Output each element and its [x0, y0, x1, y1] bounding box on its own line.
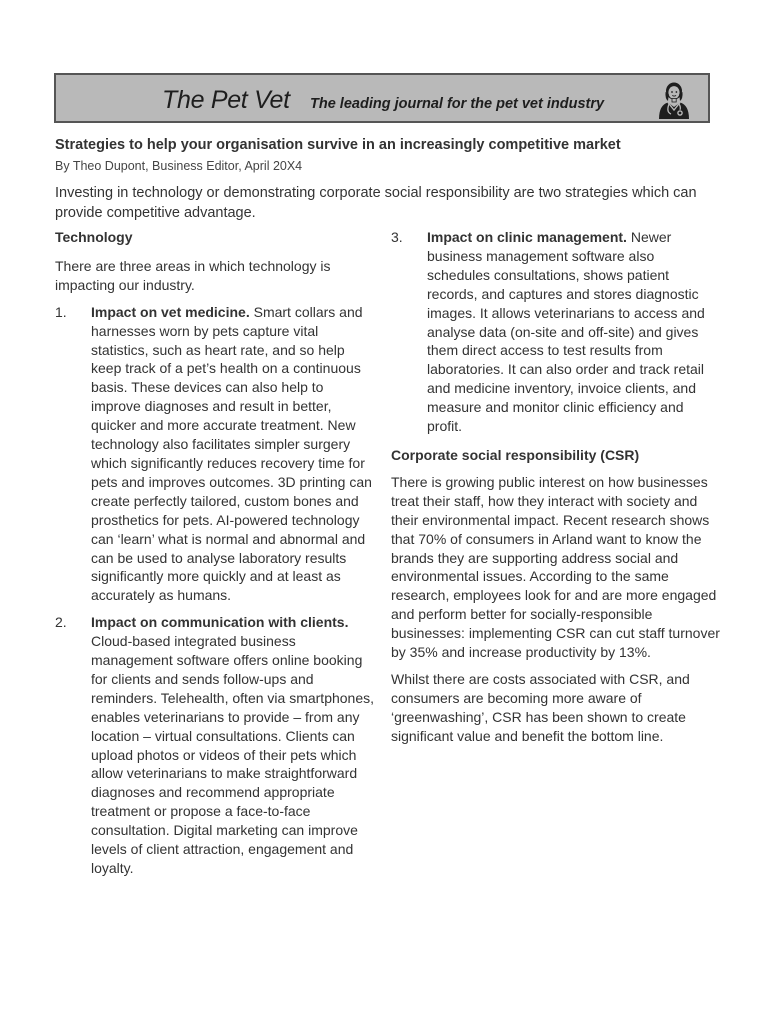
csr-heading: Corporate social responsibility (CSR) — [391, 446, 640, 463]
technology-heading: Technology — [55, 229, 133, 245]
article-byline: By Theo Dupont, Business Editor, April 20X4 — [55, 159, 303, 173]
left-column — [55, 228, 375, 878]
item-lead: Impact on clinic management. — [427, 229, 627, 245]
item-text: Newer business management software also schedules consultations, shows patient records, and captures and stores diagnostic images. It allows veterinarians to access and analyse data (on-site and off-site) and gives them direct access to test results from laboratories. It can also order and track retail and medicine inventory, invoice clients, and measure and monitor clinic efficiency and profit. — [427, 229, 705, 435]
item-text: Cloud-based integrated business management software offers online booking for clients and sends follow-ups and reminders. Telehealth, often via smartphones, enables veterinarians to provide – from any location – virtual consultations. Clients can upload photos or videos of their pets which allow veterinarians to make straightforward diagnoses and recommend appropriate treatment or propose a face-to-face consultation. Digital marketing can improve levels of client attraction, engagement and loyalty. — [91, 633, 375, 876]
article-intro: Investing in technology or demonstrating corporate social responsibility are two strategies which can provide competitive advantage. — [55, 185, 697, 221]
masthead — [54, 73, 710, 123]
csr-paragraph-2: Whilst there are costs associated with CSR, and consumers are becoming more aware of ‘greenwashing’, CSR has been shown to create significant value and benefit the bottom line. — [391, 670, 690, 744]
item-number: 2. — [55, 614, 67, 631]
technology-item-3 — [391, 228, 721, 436]
item-text: Smart collars and harnesses worn by pets capture vital statistics, such as heart rate, and so help keep track of a pet’s health on a continuous basis. These devices can also help to improve diagnoses and result in better, quicker and more accurate treatment. New technology also facilitates simpler surgery which significantly reduces recovery time for pets and improves outcomes. 3D printing can create perfectly tailored, custom bones and prosthetics for pets. AI-powered technology can ‘learn’ what is normal and abnormal and can be used to analyse laboratory results significantly more quickly and at least as accurately as humans. — [91, 303, 372, 604]
technology-item-2 — [55, 613, 375, 878]
technology-intro: There are three areas in which technology is impacting our industry. — [55, 257, 331, 293]
article-headline: Strategies to help your organisation survive in an increasingly competitive market — [55, 137, 621, 153]
technology-item-1 — [55, 303, 375, 606]
csr-paragraph-1: There is growing public interest on how businesses treat their staff, how they interact with society and their environmental impact. Recent research shows that 70% of consumers in Arland want to know the brands they are supporting address social and environmental issues. According to the same research, employees look for and are more engaged and perform better for socially-responsible businesses: implementing CSR can cut staff turnover by 35% and increase productivity by 13%. — [391, 473, 720, 661]
item-lead: Impact on communication with clients. — [91, 614, 349, 631]
journal-title: The Pet Vet — [162, 86, 290, 114]
right-column — [391, 228, 721, 746]
veterinarian-icon — [654, 80, 696, 120]
journal-tagline: The leading journal for the pet vet industry — [310, 96, 605, 112]
item-lead: Impact on vet medicine. — [91, 303, 250, 320]
item-number: 1. — [55, 303, 67, 320]
item-number: 3. — [391, 229, 403, 245]
